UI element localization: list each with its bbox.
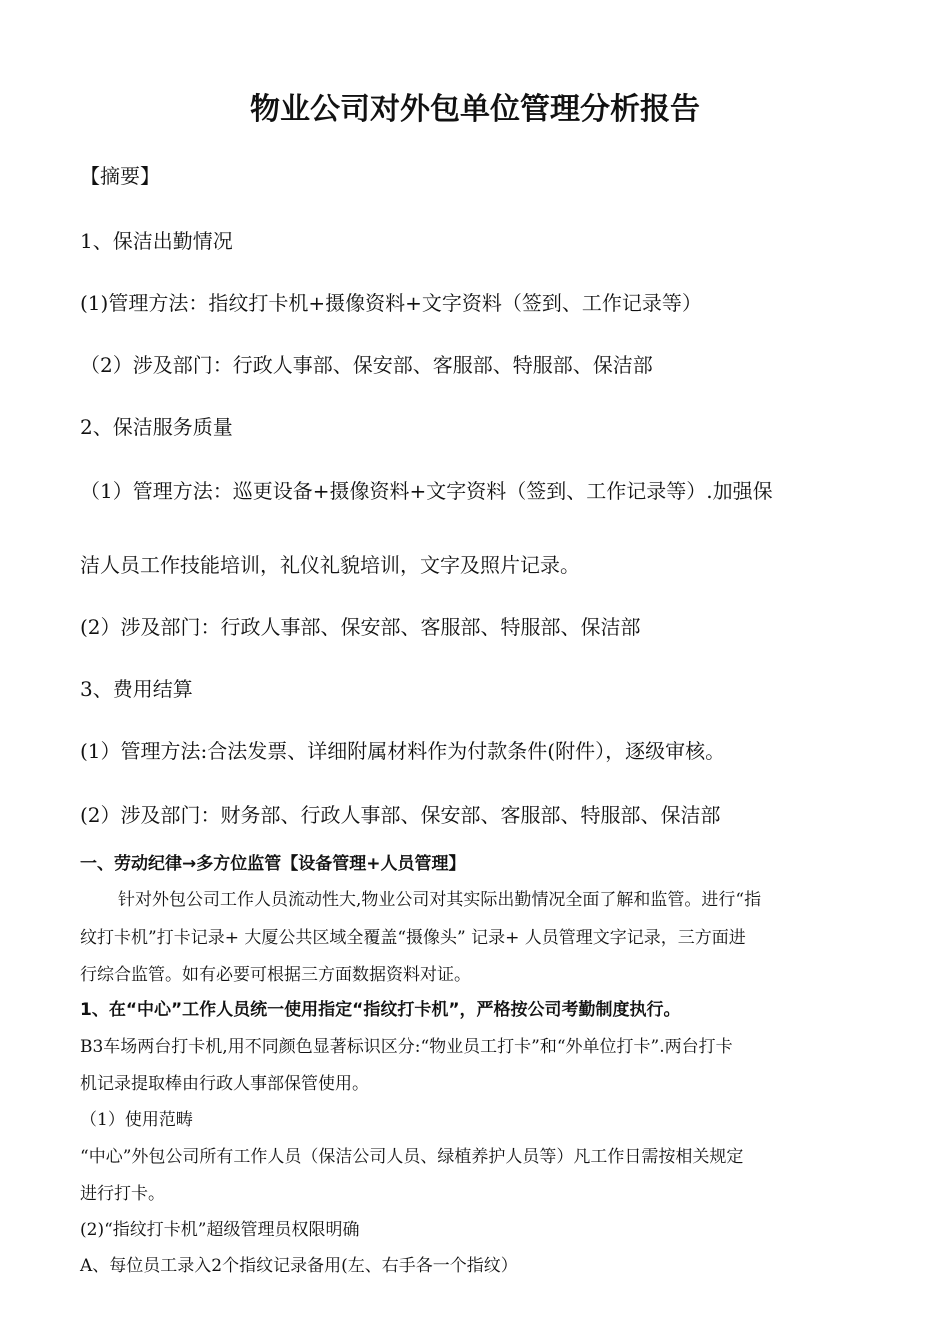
paragraph-3-line-2: 进行打卡。 — [80, 1184, 165, 1204]
paragraph-2-line-1: B3车场两台打卡机,用不同颜色显著标识区分:“物业员工打卡”和“外单位打卡”.两台打卡 — [80, 1037, 733, 1057]
admin-item-a: A、每位员工录入2个指纹记录备用(左、右手各一个指纹） — [80, 1256, 518, 1276]
paragraph-1-line-3: 行综合监管。如有必要可根据三方面数据资料对证。 — [80, 965, 471, 985]
section-3-item-1: (1）管理方法:合法发票、详细附属材料作为付款条件(附件），逐级审核。 — [80, 739, 726, 763]
section-3-item-2: (2）涉及部门：财务部、行政人事部、保安部、客服部、特服部、保洁部 — [80, 803, 721, 827]
paragraph-3-line-1: “中心”外包公司所有工作人员（保洁公司人员、绿植养护人员等）凡工作日需按相关规定 — [80, 1147, 744, 1167]
scope-heading: （1）使用范畴 — [80, 1110, 193, 1130]
subsection-1-heading: 1、在“中心”工作人员统一使用指定“指纹打卡机”，严格按公司考勤制度执行。 — [80, 1000, 681, 1020]
abstract-heading: 【摘要】 — [80, 164, 160, 188]
section-2-item-1-line-1: （1）管理方法：巡更设备+摄像资料+文字资料（签到、工作记录等）.加强保 — [80, 479, 773, 503]
part-1-heading: 一、劳动纪律→多方位监管【设备管理+人员管理】 — [80, 854, 466, 874]
section-1-item-2: （2）涉及部门：行政人事部、保安部、客服部、特服部、保洁部 — [80, 353, 653, 377]
section-1-item-1: (1)管理方法：指纹打卡机+摄像资料+文字资料（签到、工作记录等） — [80, 291, 702, 315]
section-2-item-1-line-2: 洁人员工作技能培训，礼仪礼貌培训，文字及照片记录。 — [80, 553, 580, 577]
section-2-item-2: (2）涉及部门：行政人事部、保安部、客服部、特服部、保洁部 — [80, 615, 641, 639]
section-2-heading: 2、保洁服务质量 — [80, 415, 233, 439]
paragraph-1-line-1: 针对外包公司工作人员流动性大,物业公司对其实际出勤情况全面了解和监管。进行“指 — [118, 890, 762, 910]
document-title: 物业公司对外包单位管理分析报告 — [250, 92, 700, 127]
section-3-heading: 3、费用结算 — [80, 677, 193, 701]
paragraph-2-line-2: 机记录提取棒由行政人事部保管使用。 — [80, 1074, 369, 1094]
paragraph-1-line-2: 纹打卡机”打卡记录+ 大厦公共区域全覆盖“摄像头” 记录+ 人员管理文字记录，三方面进 — [80, 928, 746, 948]
section-1-heading: 1、保洁出勤情况 — [80, 229, 233, 253]
admin-heading: (2)“指纹打卡机”超级管理员权限明确 — [80, 1220, 360, 1240]
